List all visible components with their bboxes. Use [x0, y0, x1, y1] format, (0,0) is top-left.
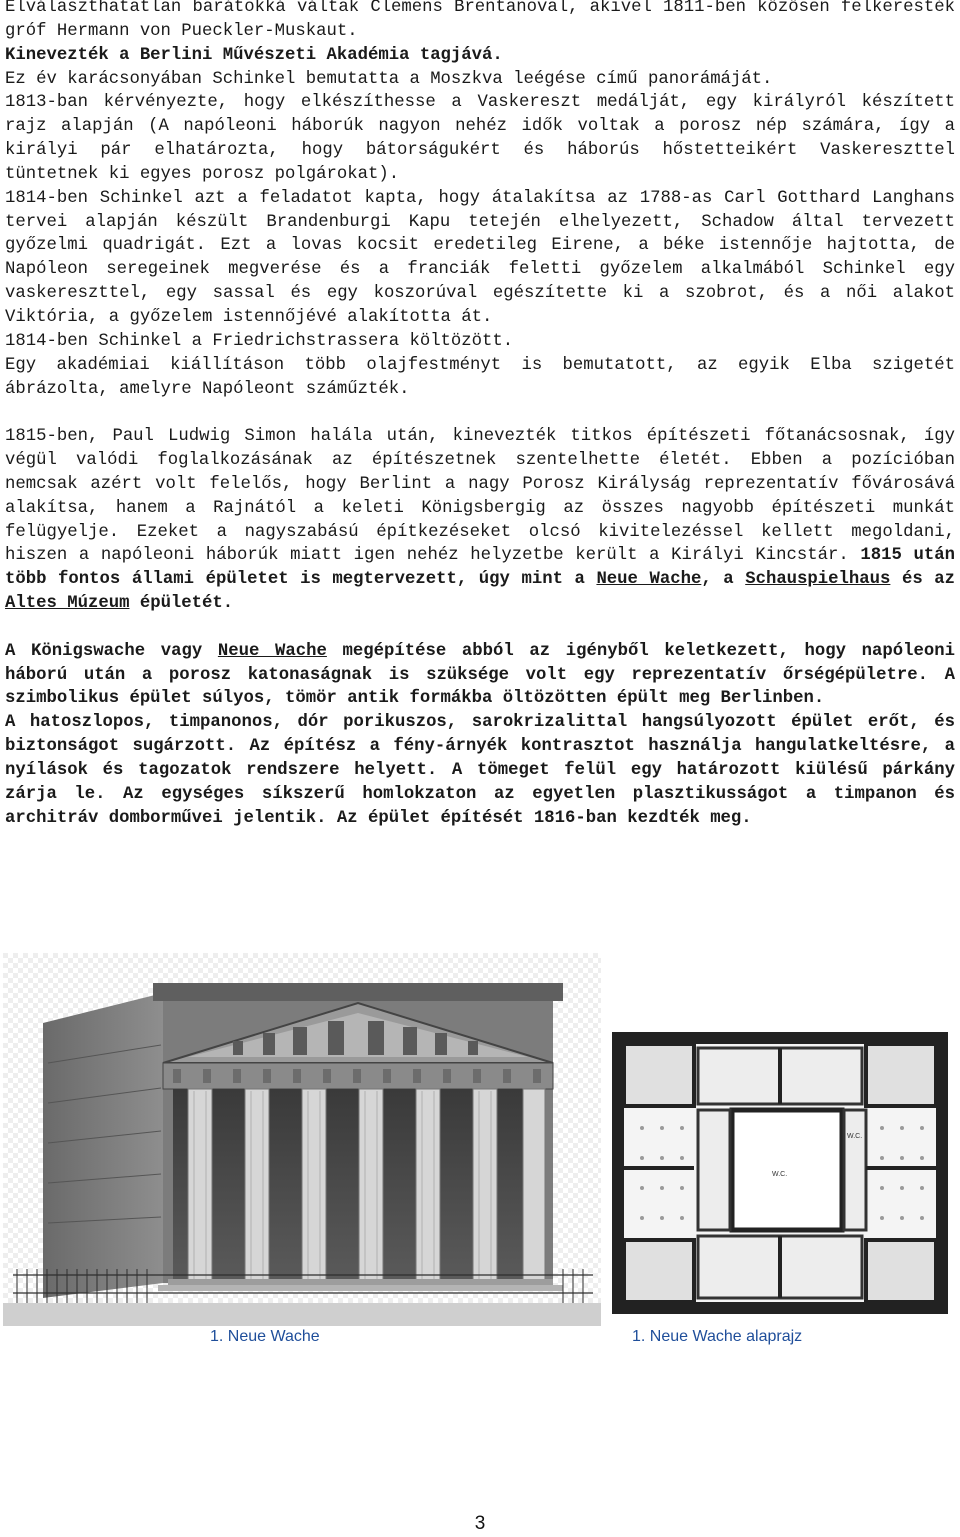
photo-caption: 1. Neue Wache — [210, 1328, 320, 1345]
paragraph-konigswache — [5, 640, 955, 712]
paragraph-academy: Kinevezték a Berlini Művészeti Akadémia tagjává. — [5, 45, 503, 65]
paragraph-panorama: Ez év karácsonyában Schinkel bemutatta a Moszkva leégése című panorámáját. — [5, 69, 773, 89]
paragraph-move: 1814-ben Schinkel a Friedrichstrassera költözött. — [5, 331, 514, 351]
neue-wache-floor-plan — [602, 1018, 956, 1324]
plan-label-2: W.C. — [847, 1133, 863, 1140]
link-altes-museum[interactable]: Altes Múzeum — [5, 594, 130, 614]
body-text — [5, 0, 955, 831]
konigswache-text-b: megépítése abból az igényből keletkezett, hogy napóleoni háború után a porosz katonaságnak is szüksége volt egy reprezentatív őrségépületre. A szimbolikus épület súlyos, tömör antik formákba öltözötten épült meg Berlinben. — [5, 641, 955, 709]
konigswache-text-a: A Königswache vagy — [5, 641, 218, 661]
bold-text-c: és az — [890, 570, 955, 590]
link-schauspielhaus[interactable]: Schauspielhaus — [745, 570, 891, 590]
neue-wache-photo — [3, 953, 601, 1326]
link-neue-wache-2[interactable]: Neue Wache — [217, 641, 327, 661]
paragraph-description: A hatoszlopos, timpanonos, dór porikuszos, sarokrizalittal hangsúlyozott épület erőt, és biztonságot sugárzott. Az építész a fény-árnyék kontrasztot használja hangulatkeltésre, a nyílások és tagozatok rendszere helyett. A tömeget felül egy határozott kiülésű párkány zárja le. Az egységes síkszerű homlokzaton az egyetlen plasztikusságot a timpanon és architráv domborművei jelentik. Az épület építését 1816-ban kezdték meg. — [5, 713, 955, 828]
appointment-text: 1815-ben, Paul Ludwig Simon halála után, kinevezték titkos építészeti főtanácsosnak, így végül valódi foglalkozásának az építészetnek szentelhette életét. Ebben a pozícióban nemcsak azért volt felelős, hogy Berlint a nagy Porosz Királyság reprezentatív fővárosává alakítsa, hanem a Rajnától a keleti Königsbergig az összes nagyobb építészeti munkát felügyelje. Ezeket a nagyszabású építkezéseket olcsó kivitelezéssel kellett megoldani, hiszen a napóleoni háborúk miatt igen nehéz helyzetbe került a Királyi Kincstár. — [5, 427, 955, 566]
paragraph-quadriga: 1814-ben Schinkel azt a feladatot kapta, hogy átalakítsa az 1788-as Carl Gotthard Langhans tervei alapján készült Brandenburgi Kapu tetején elhelyezett, Schadow által tervezett győzelmi quadrigát. Ezt a lovas kocsit eredetileg Eirene, a béke istennője hajtotta, de Napóleon seregeinek megverése és a franciák feletti győzelem alkalmából Schinkel egy vaskereszttel, egy sassal és egy koszorúval egészítette ki a szobrot, és a női alakot Viktória, a győzelem istennőjévé alakította át. — [5, 188, 955, 327]
paragraph-appointment — [5, 425, 955, 616]
plan-caption: 1. Neue Wache alaprajz — [632, 1328, 803, 1345]
plan-label-1: W.C. — [772, 1171, 788, 1178]
paragraph-iron-cross: 1813-ban kérvényezte, hogy elkészíthesse a Vaskereszt medálját, egy királyról készített rajz alapján (A napóleoni háborúk nagyon nehéz idők voltak a porosz nép számára, így a királyi pár elhatározta, hogy bátorságukért és háborús hőstetteikért Vaskereszttel tüntetnek ki egyes porosz polgárokat). — [5, 93, 955, 184]
bold-text-a: 1815 után több fontos állami épületet is megtervezett, úgy mint a — [5, 546, 955, 590]
bold-text-d: épületét. — [129, 594, 234, 614]
page-number: 3 — [474, 1513, 486, 1534]
bold-text-b: , a — [701, 570, 746, 590]
paragraph-friendship: Elválaszthatatlan barátokká váltak Clemens Brentanoval, akivel 1811-ben közösen felkeresték gróf Hermann von Pueckler-Muskaut. — [5, 0, 955, 41]
paragraph-exhibition: Egy akadémiai kiállításon több olajfestményt is bemutatott, az egyik Elba szigetét ábrázolta, amelyre Napóleont száműzték. — [5, 355, 955, 399]
link-neue-wache[interactable]: Neue Wache — [596, 570, 702, 590]
